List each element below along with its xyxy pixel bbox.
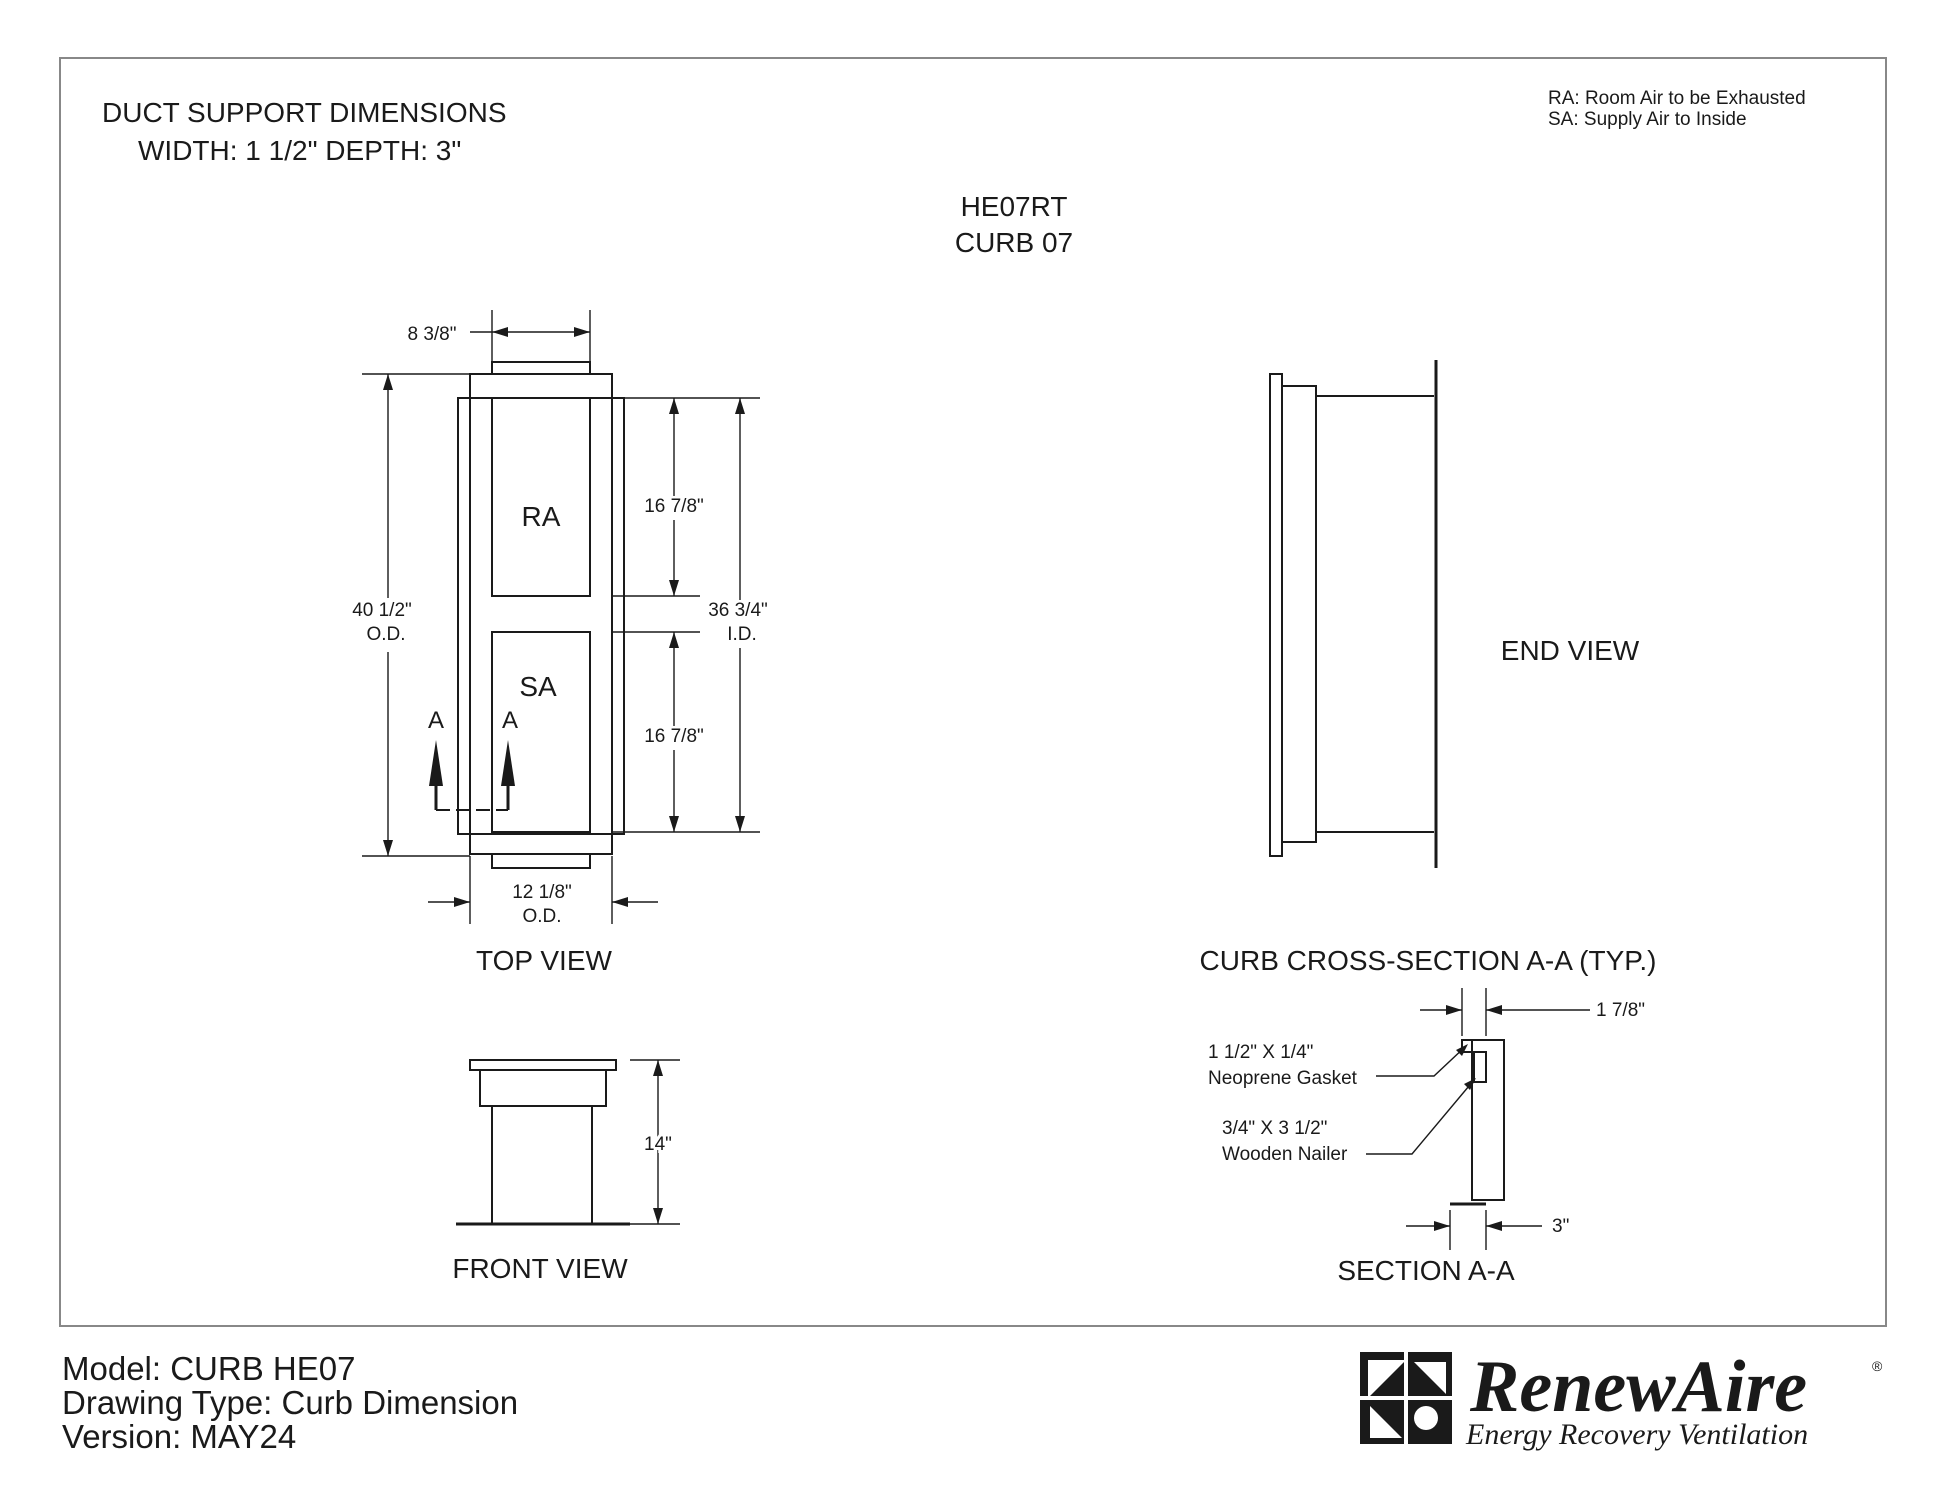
brand-tagline: Energy Recovery Ventilation [1466, 1418, 1809, 1451]
front-view-caption: FRONT VIEW [452, 1253, 628, 1284]
duct-support-dims: WIDTH: 1 1/2" DEPTH: 3" [138, 135, 462, 166]
gasket-size: 1 1/2" X 1/4" [1208, 1042, 1314, 1063]
legend-ra: RA: Room Air to be Exhausted [1548, 88, 1806, 109]
od-height-sub: O.D. [366, 624, 406, 645]
brand-name: RenewAire [1470, 1346, 1808, 1428]
top-view-sa-label: SA [519, 671, 557, 702]
cross-top-dim: 1 7/8" [1596, 1000, 1646, 1021]
section-mark-a-right: A [501, 707, 519, 734]
end-view [1270, 360, 1640, 868]
registered-mark: ® [1872, 1358, 1883, 1374]
nailer-label: Wooden Nailer [1222, 1144, 1348, 1165]
nailer-size: 3/4" X 3 1/2" [1222, 1118, 1328, 1139]
curb-name: CURB 07 [954, 227, 1074, 258]
footer-drawing-type: Drawing Type: Curb Dimension [62, 1384, 519, 1421]
section-mark-a-left: A [427, 707, 445, 734]
footer-version: Version: MAY24 [62, 1418, 297, 1455]
renewaire-mark-icon [1360, 1352, 1452, 1444]
od-width-sub: O.D. [522, 906, 562, 927]
ra-height-dim: 16 7/8" [644, 496, 704, 517]
sa-height-dim: 16 7/8" [644, 726, 704, 747]
id-height-dim: 36 3/4" [708, 600, 768, 621]
top-width-dim: 8 3/8" [407, 324, 457, 345]
cross-section-title: CURB CROSS-SECTION A-A (TYP.) [1199, 945, 1657, 976]
section-aa-caption: SECTION A-A [1337, 1255, 1515, 1286]
end-view-caption: END VIEW [1500, 635, 1640, 666]
model-code: HE07RT [960, 191, 1068, 222]
od-height-dim: 40 1/2" [352, 600, 412, 621]
cross-bottom-dim: 3" [1552, 1216, 1570, 1237]
footer-model: Model: CURB HE07 [62, 1350, 356, 1387]
cross-section [1200, 945, 1657, 1286]
gasket-label: Neoprene Gasket [1208, 1068, 1357, 1089]
legend-sa: SA: Supply Air to Inside [1548, 109, 1747, 130]
top-view-caption: TOP VIEW [476, 945, 612, 976]
title-block [62, 1352, 518, 1454]
duct-support-title: DUCT SUPPORT DIMENSIONS [102, 97, 507, 128]
front-view [452, 1060, 680, 1284]
od-width-dim: 12 1/8" [512, 882, 572, 903]
id-height-sub: I.D. [727, 624, 757, 645]
top-view [352, 310, 768, 976]
top-view-ra-label: RA [521, 501, 561, 532]
front-height-dim: 14" [644, 1134, 672, 1155]
